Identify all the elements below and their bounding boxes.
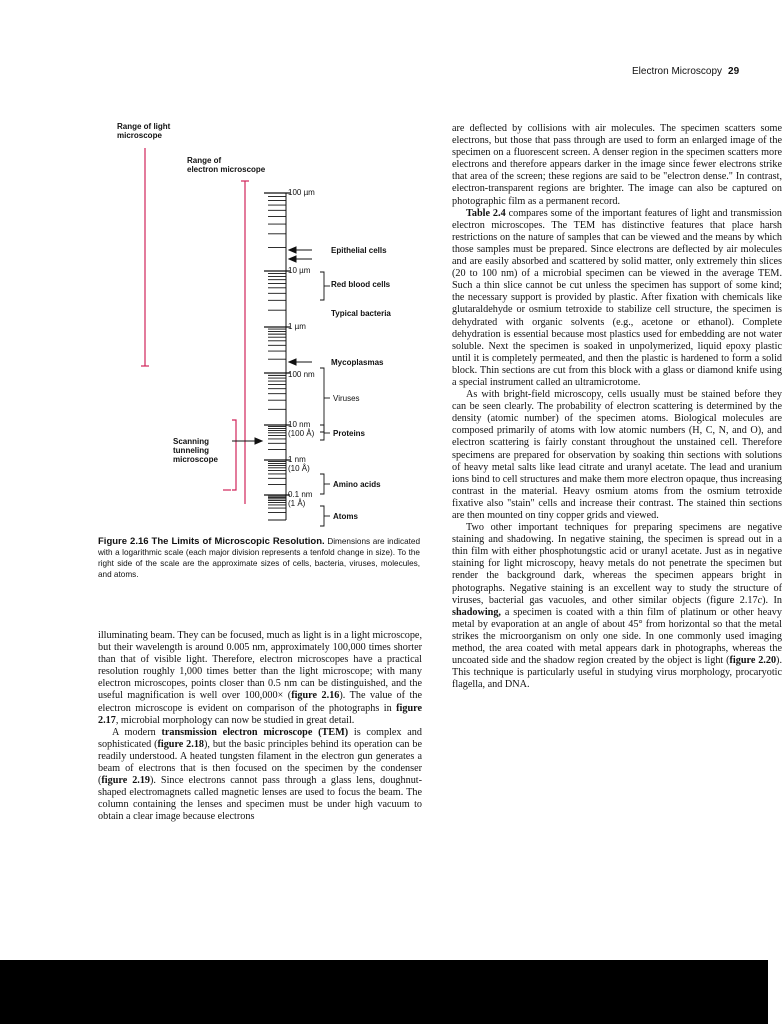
label-epithelial-cells: Epithelial cells [331,246,387,255]
right-column [452,123,782,691]
label-proteins: Proteins [333,429,366,438]
figure-caption [98,536,420,580]
left-paragraph-2: A modern transmission electron microscope (TEM) is complex and sophisticated (figure 2.18), but the basic principles behind its operation can be readily understood. A heated tungsten filament in the electron gun generates a beam of electrons that is then focused on the specimen by the condenser (figure 2.19). Since electrons cannot pass through a glass lens, doughnut-shaped electromagnets called magnetic lenses are used to focus the beam. The column containing the lenses and specimen must be under high vacuum to obtain a clear image because electrons [98,726,423,823]
right-paragraph-2: Table 2.4 compares some of the important features of light and transmission electron microscopes. The TEM has distinctive features that place harsh restrictions on the nature of samples that can be viewed and the means by which those samples must be prepared. Since electrons are deflected by air molecules and are easily absorbed and scattered by solid matter, only extremely thin slices (20 to 100 nm) of a microbial specimen can be viewed in the average TEM. Such a thin slice cannot be cut unless the specimen has support of some kind; the necessary support is provided by plastic. After fixation with chemicals like glutaraldehyde or osmium tetroxide to stabilize cell structure, the specimen is dehydrated with organic solvents (e.g., acetone or ethanol). Complete dehydration is essential because most plastics used for embedding are not water soluble. Next the specimen is soaked in unpolymerized, liquid epoxy plastic until it is completely permeated, and then the plastic is hardened to form a solid block. Thin sections are cut from this block with a glass or diamond knife using a special instrument called an ultramicrotome. [452,207,782,388]
caption-text: Dimensions are indicated with a logarithmic scale (each major division represents a tenfold change in size). To the right side of the scale are the approximate sizes of cells, bacteria, viruses, molecules, and atoms. [98,537,421,579]
stm-label: Scanning tunneling microscope [173,437,218,464]
header-title: Electron Microscopy [632,66,723,77]
label-viruses: Viruses [333,394,360,403]
left-paragraph-1: illuminating beam. They can be focused, much as light is in a light microscope, but their wavelength is around 0.005 nm, approximately 100,000 times shorter than that of visible light. Therefore, electron microscopes have a practical resolution roughly 1,000 times better than the light microscope; with many electron microscopes, points closer than 0.5 nm can be distinguished, and the useful magnification is well over 100,000× (figure 2.16). The value of the electron microscope is evident on comparison of the photographs in figure 2.17, microbial morphology can now be studied in great detail. [98,630,423,726]
scale-1nm: 1 nm (10 Å) [288,455,310,473]
label-red-blood-cells: Red blood cells [331,280,391,289]
left-column [98,630,422,824]
size-brackets [320,272,330,526]
label-amino-acids: Amino acids [333,480,381,489]
scale-1um: 1 µm [288,322,306,331]
label-mycoplasmas: Mycoplasmas [331,358,384,367]
light-range-label: Range of light microscope [117,122,171,140]
black-bar [0,960,768,1024]
scale-10um: 10 µm [288,266,311,275]
label-atoms: Atoms [333,512,358,521]
running-header [632,66,739,77]
right-paragraph-1: are deflected by collisions with air molecules. The specimen scatters some electrons, but those that pass through are used to form an enlarged image of the specimen on a fluorescent screen. A denser region in the specimen scatters more electrons and therefore appears darker in the image since fewer electrons strike that area of the screen; these regions are said to be "electron dense." In contrast, electron-transparent regions are brighter. The image can also be captured on photographic film as a permanent record. [452,123,782,207]
page-number: 29 [728,66,740,77]
label-typical-bacteria: Typical bacteria [331,309,391,318]
scale-100nm: 100 nm [288,370,315,379]
right-paragraph-4: Two other important techniques for preparing specimens are negative staining and shadowing. In negative staining, the specimen is spread out in a thin film with either phosphotungstic acid or uranyl acetate. Just as in negative staining for light microscopy, heavy metals do not penetrate the specimen but render the background dark, whereas the specimen appears bright in photographs. Negative staining is an excellent way to study the structure of viruses, bacterial gas vacuoles, and other similar objects (figure 2.17c). In shadowing, a specimen is coated with a thin film of platinum or other heavy metal by evaporation at an angle of about 45° from horizontal so that the metal strikes the microorganism on only one side. In one commonly used imaging method, the area coated with metal appears dark in photographs, whereas the uncoated side and the shadow region created by the object is light (figure 2.20). This technique is particularly useful in studying virus morphology, procaryotic flagella, and DNA. [452,522,782,691]
scale-100um: 100 µm [288,188,315,197]
ruler-ticks [264,193,290,520]
scale-10nm: 10 nm (100 Å) [288,420,315,438]
right-paragraph-3: As with bright-field microscopy, cells usually must be stained before they can be seen clearly. The probability of electron scattering is determined by the density (atomic number) of the specimen atoms. Biological molecules are composed primarily of atoms with low atomic numbers (H, C, N, and O), and electron scattering is fairly constant throughout the unstained cell. Therefore specimens are prepared for observation by soaking thin sections with solutions of heavy metal salts like lead citrate and uranyl acetate. The lead and uranium ions bind to cell structures and make them more electron opaque, thus increasing contrast in the material. Heavy osmium atoms from the osmium tetroxide fixative also "stain" cells and increase their contrast. The stained thin sections are then mounted on tiny copper grids and viewed. [452,389,782,521]
electron-range-label: Range of electron microscope [187,156,266,174]
scale-01nm: 0.1 nm (1 Å) [288,490,313,508]
stm-bracket [232,420,236,490]
caption-title: Figure 2.16 The Limits of Microscopic Resolution. [98,536,325,547]
